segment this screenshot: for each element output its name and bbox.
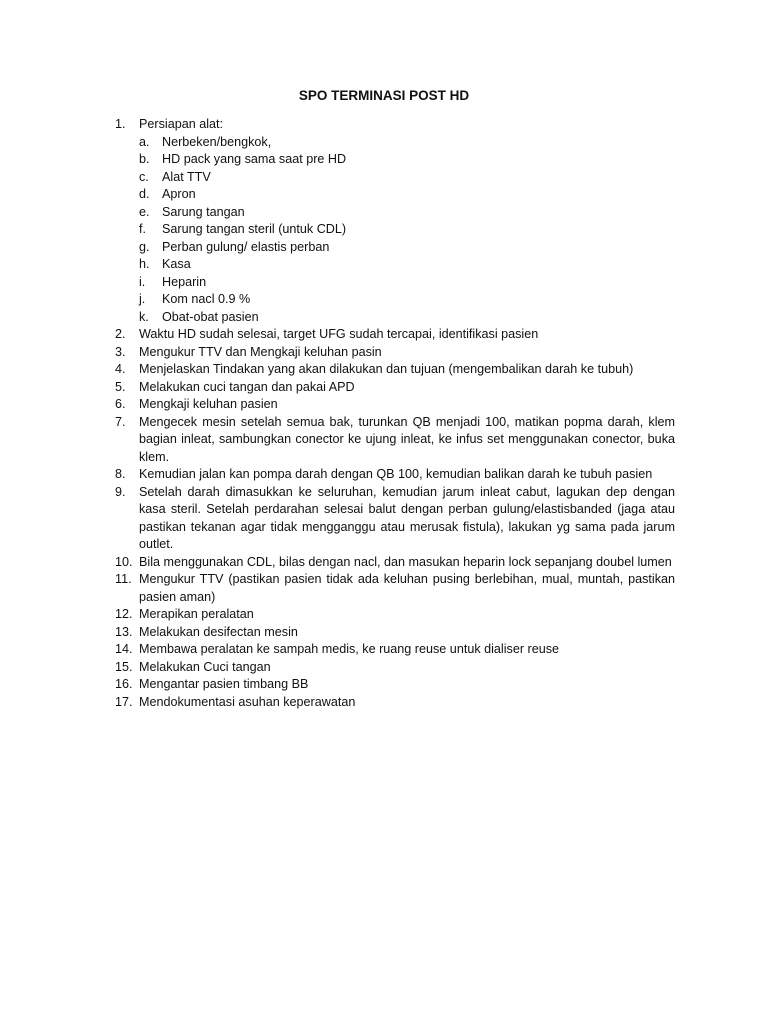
list-item-number-text: 11.	[115, 572, 132, 586]
list-item-number-text: 12.	[115, 607, 133, 621]
list-item-number	[110, 606, 139, 624]
document-title: SPO TERMINASI POST HD	[298, 88, 470, 103]
sub-list-item-text: Sarung tangan steril (untuk CDL)	[162, 222, 347, 236]
list-item-text: Mengantar pasien timbang BB	[139, 677, 309, 691]
list-item	[110, 659, 675, 677]
sub-list-item	[110, 291, 675, 309]
sub-list-item	[110, 134, 675, 152]
sub-list-item	[110, 274, 675, 292]
list-item-number-text: 4.	[115, 362, 126, 376]
sub-list-item-letter: j.	[139, 292, 146, 306]
sub-list-item-letter: h.	[139, 257, 150, 271]
list-item-number-text: 1.	[115, 117, 126, 131]
list-item-number	[110, 659, 139, 677]
sub-list-item-text: Kasa	[162, 257, 191, 271]
sub-list-item-text: Nerbeken/bengkok,	[162, 134, 272, 149]
list-item	[110, 554, 675, 572]
sub-list-item-text: Sarung tangan	[162, 204, 245, 219]
sub-list-item-letter: k.	[139, 309, 149, 324]
list-item-text: Persiapan alat:	[139, 117, 224, 131]
list-item-text: Kemudian jalan kan pompa darah dengan QB 100, kemudian balikan darah ke tubuh pasien	[139, 467, 653, 481]
list-item-text: Setelah darah dimasukkan ke seluruhan, kemudian jarum inleat cabut, lagukan dep dengan kasa steril. Setelah perdarahan selesai balut dengan perban gulung/elastisbanded (jaga atau pastikan tekanan agar tidak mengganggu atau merusak fistula), lakukan yg sama pada jarum outlet.	[139, 484, 675, 551]
list-item	[110, 379, 675, 397]
list-item-text: Menjelaskan Tindakan yang akan dilakukan dan tujuan (mengembalikan darah ke tubuh)	[139, 362, 634, 376]
list-item	[110, 326, 675, 344]
list-item-text: Waktu HD sudah selesai, target UFG sudah tercapai, identifikasi pasien	[139, 327, 539, 341]
sub-list-item-letter: b.	[139, 152, 150, 166]
sub-list-item-text: Alat TTV	[162, 169, 211, 184]
sub-list-item-letter: a.	[139, 134, 150, 149]
list-item	[110, 606, 675, 624]
sub-list-item-text: Heparin	[162, 274, 207, 289]
list-item-number-text: 7.	[115, 414, 126, 429]
list-item-text: Melakukan desifectan mesin	[139, 624, 298, 639]
list-item-text: Merapikan peralatan	[139, 607, 254, 621]
sub-list-item	[110, 151, 675, 169]
list-item-number	[110, 116, 139, 134]
sub-list-item	[110, 169, 675, 187]
list-item	[110, 116, 675, 134]
list-item-number	[110, 326, 139, 344]
list-item-number-text: 13.	[115, 624, 133, 639]
list-item-number-text: 9.	[115, 484, 126, 499]
list-item-text: Mengukur TTV dan Mengkaji keluhan pasin	[139, 344, 382, 359]
list-item-number	[110, 396, 139, 414]
list-item-number	[110, 466, 139, 484]
sub-list-item-letter: e.	[139, 204, 150, 219]
sub-list-item	[110, 256, 675, 274]
list-item-number-text: 8.	[115, 467, 126, 481]
list-item-number	[110, 344, 139, 362]
list-item-number	[110, 361, 139, 379]
sub-list-item	[110, 221, 675, 239]
list-item-number-text: 10.	[115, 554, 133, 569]
list-item-number	[110, 554, 139, 572]
list-item-number	[110, 641, 139, 659]
list-item	[110, 396, 675, 414]
sub-list-item	[110, 186, 675, 204]
list-item-text: Mengukur TTV (pastikan pasien tidak ada keluhan pusing berlebihan, mual, muntah, pastikan pasien aman)	[139, 572, 675, 604]
list-item-number	[110, 571, 139, 589]
procedure-list	[110, 116, 675, 711]
list-item	[110, 571, 675, 606]
list-item-number-text: 3.	[115, 344, 126, 359]
list-item-number-text: 5.	[115, 379, 126, 394]
sub-list-item-letter: i.	[139, 274, 146, 289]
list-item-text: Melakukan Cuci tangan	[139, 659, 271, 674]
list-item	[110, 624, 675, 642]
sub-list-item-text: Apron	[162, 187, 196, 201]
sub-list-item-letter: f.	[139, 222, 146, 236]
list-item	[110, 344, 675, 362]
sub-list-item	[110, 239, 675, 257]
sub-list-item-text: HD pack yang sama saat pre HD	[162, 152, 347, 166]
sub-list-item	[110, 204, 675, 222]
sub-list-item-letter: g.	[139, 239, 150, 254]
list-item-text: Melakukan cuci tangan dan pakai APD	[139, 379, 355, 394]
list-item-number-text: 15.	[115, 659, 133, 674]
list-item-text: Bila menggunakan CDL, bilas dengan nacl, dan masukan heparin lock sepanjang doubel lumen	[139, 554, 672, 569]
sub-list-item-text: Perban gulung/ elastis perban	[162, 239, 330, 254]
list-item-text: Membawa peralatan ke sampah medis, ke ruang reuse untuk dialiser reuse	[139, 642, 560, 656]
list-item-number-text: 17.	[115, 694, 133, 709]
list-item-number-text: 16.	[115, 677, 133, 691]
list-item	[110, 484, 675, 554]
sub-list-item-letter: d.	[139, 187, 150, 201]
sub-list-item	[110, 309, 675, 327]
list-item	[110, 414, 675, 467]
list-item-number	[110, 414, 139, 432]
sub-list-item-text: Obat-obat pasien	[162, 309, 259, 324]
list-item	[110, 676, 675, 694]
sub-list-item-text: Kom nacl 0.9 %	[162, 292, 251, 306]
list-item	[110, 694, 675, 712]
list-item-number	[110, 624, 139, 642]
list-item-number	[110, 379, 139, 397]
list-item	[110, 641, 675, 659]
list-item-number	[110, 694, 139, 712]
list-item-text: Mengkaji keluhan pasien	[139, 397, 278, 411]
list-item	[110, 361, 675, 379]
list-item-text: Mendokumentasi asuhan keperawatan	[139, 694, 356, 709]
list-item-number	[110, 484, 139, 502]
list-item-number	[110, 676, 139, 694]
list-item-number-text: 2.	[115, 327, 126, 341]
list-item-number-text: 14.	[115, 642, 133, 656]
list-item-text: Mengecek mesin setelah semua bak, turunkan QB menjadi 100, matikan popma darah, klem bagian inleat, sambungkan conector ke ujung inleat, ke infus set menggunakan conector, buka klem.	[139, 414, 675, 464]
list-item-number-text: 6.	[115, 397, 126, 411]
list-item	[110, 466, 675, 484]
sub-list-item-letter: c.	[139, 169, 149, 184]
